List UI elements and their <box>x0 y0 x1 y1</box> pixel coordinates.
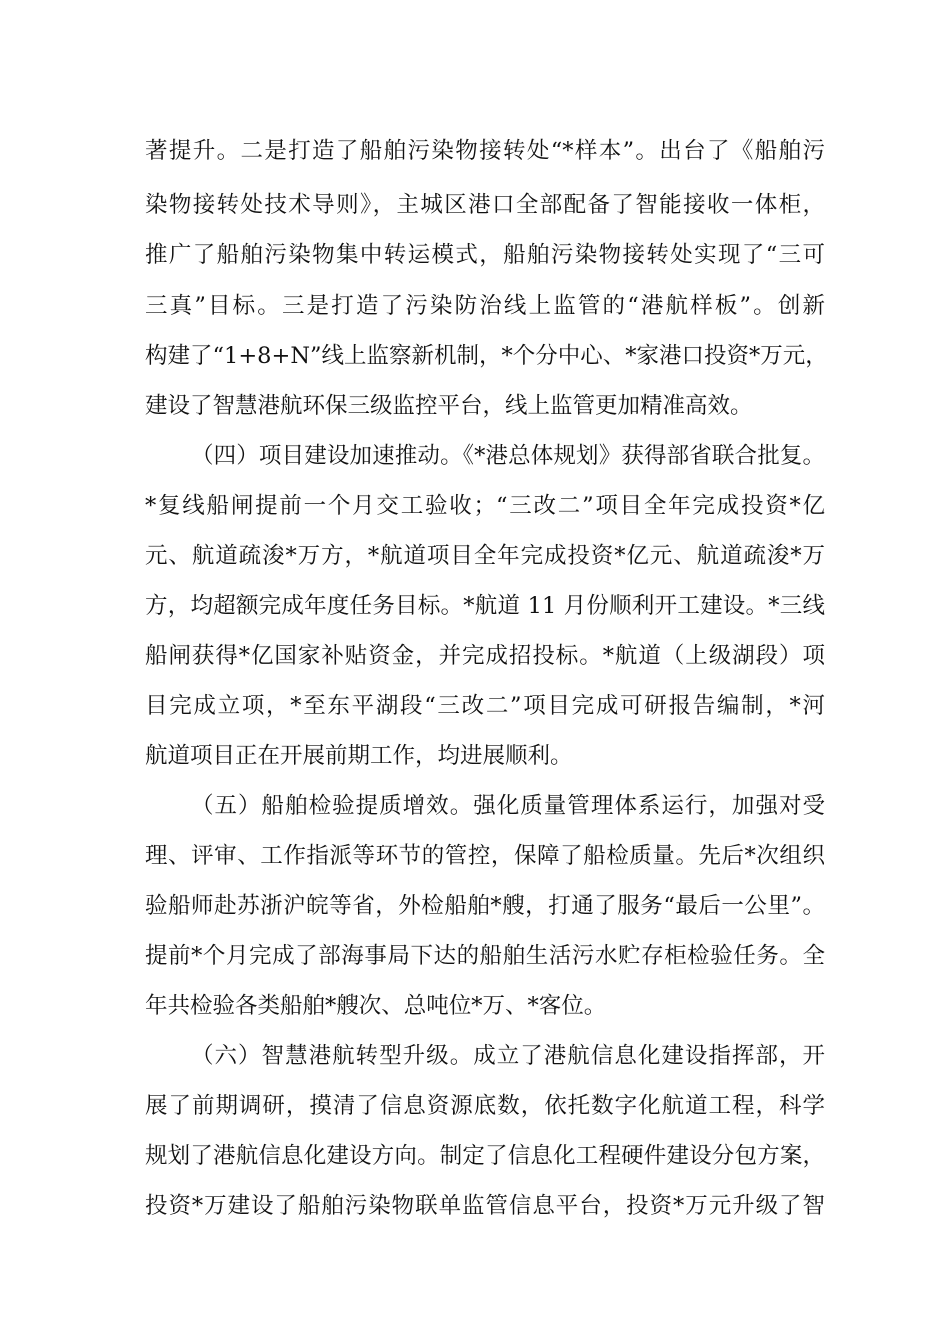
text-line: 三真”目标。三是打造了污染防治线上监管的“港航样板”。创新 <box>145 293 825 319</box>
text-line: 年共检验各类船舶*艘次、总吨位*万、*客位。 <box>145 993 607 1019</box>
paragraph-heading-4: （四）项目建设加速推动。《*港总体规划》获得部省联合批复。 <box>191 443 825 469</box>
text-line: 染物接转处技术导则》，主城区港口全部配备了智能接收一体柜， <box>145 192 825 218</box>
text-line: 规划了港航信息化建设方向。制定了信息化工程硬件建设分包方案， <box>145 1143 825 1169</box>
text-line: 理、评审、工作指派等环节的管控，保障了船检质量。先后*次组织 <box>145 843 825 869</box>
text-line: 著提升。二是打造了船舶污染物接转处“*样本”。出台了《船舶污 <box>145 138 825 164</box>
text-line: 推广了船舶污染物集中转运模式，船舶污染物接转处实现了“三可 <box>145 242 825 268</box>
text-line: 投资*万建设了船舶污染物联单监管信息平台，投资*万元升级了智 <box>145 1193 825 1219</box>
text-line: 航道项目正在开展前期工作，均进展顺利。 <box>145 743 573 769</box>
paragraph-heading-5: （五）船舶检验提质增效。强化质量管理体系运行，加强对受 <box>191 793 825 819</box>
text-line: 提前*个月完成了部海事局下达的船舶生活污水贮存柜检验任务。全 <box>145 943 825 969</box>
text-line: 方，均超额完成年度任务目标。*航道 11 月份顺利开工建设。*三线 <box>145 593 825 619</box>
text-line: 构建了“1+8+N”线上监察新机制，*个分中心、*家港口投资*万元， <box>145 343 828 369</box>
text-line: 船闸获得*亿国家补贴资金，并完成招投标。*航道（上级湖段）项 <box>145 643 825 669</box>
text-line: 目完成立项，*至东平湖段“三改二”项目完成可研报告编制，*河 <box>145 693 825 719</box>
text-line: 验船师赴苏浙沪皖等省，外检船舶*艘，打通了服务“最后一公里”。 <box>145 893 825 919</box>
text-line: 元、航道疏浚*万方，*航道项目全年完成投资*亿元、航道疏浚*万 <box>145 543 825 569</box>
text-line: 建设了智慧港航环保三级监控平台，线上监管更加精准高效。 <box>145 393 753 419</box>
text-line: *复线船闸提前一个月交工验收；“三改二”项目全年完成投资*亿 <box>145 493 825 519</box>
paragraph-heading-6: （六）智慧港航转型升级。成立了港航信息化建设指挥部，开 <box>191 1043 825 1069</box>
text-line: 展了前期调研，摸清了信息资源底数，依托数字化航道工程，科学 <box>145 1093 825 1119</box>
